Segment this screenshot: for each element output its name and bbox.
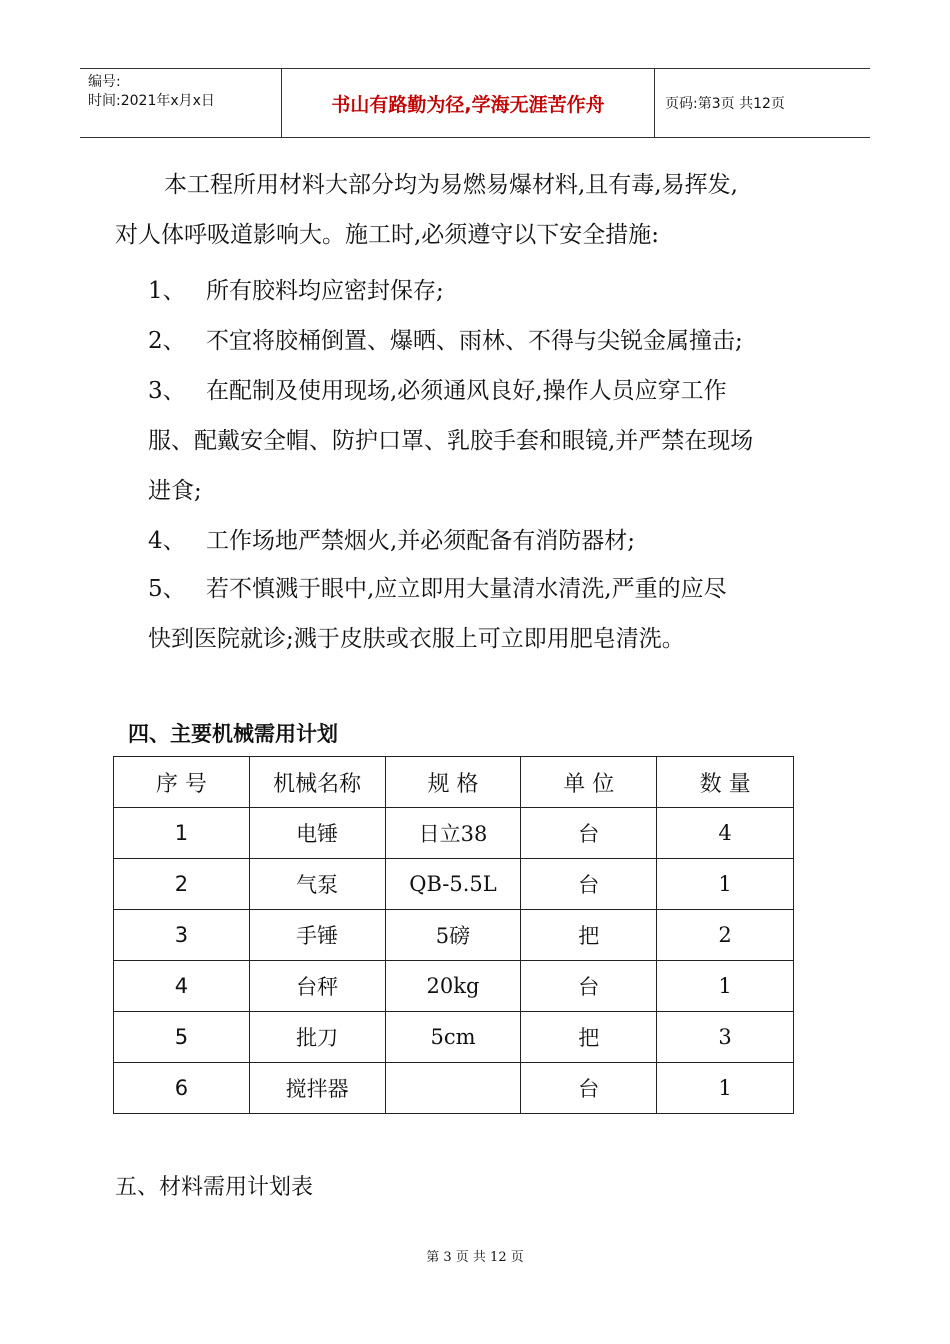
list-item-text: 工作场地严禁烟火,并必须配备有消防器材; [206,528,636,554]
cell-unit: 台 [521,859,657,910]
cell-index: 4 [114,961,250,1012]
cell-unit: 台 [521,808,657,859]
list-item-text: 不宜将胶桶倒置、爆晒、雨林、不得与尖锐金属撞击; [206,328,743,354]
cell-spec [385,1063,521,1114]
list-item-continuation: 进食; [148,478,202,504]
table-row [114,859,794,910]
section-5-title: 五、材料需用计划表 [115,1175,314,1200]
page-footer: 第 3 页 共 12 页 [426,1250,524,1265]
list-item-number: 1、 [148,278,186,304]
list-item-text: 所有胶料均应密封保存; [206,278,444,304]
table-row [114,808,794,859]
cell-unit: 台 [521,961,657,1012]
header-meta [80,69,282,137]
cell-qty: 1 [657,1063,794,1114]
cell-unit: 台 [521,1063,657,1114]
number-label: 编号: [88,74,121,90]
cell-index: 2 [114,859,250,910]
cell-spec: 5磅 [385,910,521,961]
cell-machine: 台秤 [249,961,385,1012]
cell-machine: 气泵 [249,859,385,910]
table-header-row [114,757,794,808]
cell-machine: 批刀 [249,1012,385,1063]
header-motto: 书山有路勤为径,学海无涯苦作舟 [282,69,655,137]
list-item [148,322,743,355]
cell-machine: 电锤 [249,808,385,859]
cell-index: 3 [114,910,250,961]
table-row [114,961,794,1012]
list-item [148,522,635,555]
col-header-unit: 单 位 [521,757,657,808]
col-header-machine: 机械名称 [249,757,385,808]
list-item [148,570,727,603]
cell-index: 5 [114,1012,250,1063]
col-header-spec: 规 格 [385,757,521,808]
table-row [114,1012,794,1063]
intro-line-2: 对人体呼吸道影响大。施工时,必须遵守以下安全措施: [115,222,660,248]
col-header-qty: 数 量 [657,757,794,808]
cell-qty: 4 [657,808,794,859]
cell-qty: 1 [657,961,794,1012]
time-label: 时间:2021年x月x日 [88,93,215,109]
table-row [114,910,794,961]
intro-line-1: 本工程所用材料大部分均为易燃易爆材料,且有毒,易挥发, [164,172,738,198]
cell-spec: 5cm [385,1012,521,1063]
cell-qty: 1 [657,859,794,910]
list-item-number: 3、 [148,378,186,404]
cell-spec: 20kg [385,961,521,1012]
list-item-continuation: 快到医院就诊;溅于皮肤或衣服上可立即用肥皂清洗。 [148,626,685,652]
table-row [114,1063,794,1114]
cell-qty: 2 [657,910,794,961]
list-item-number: 2、 [148,328,186,354]
list-item-number: 4、 [148,528,186,554]
machinery-table [113,756,794,1114]
cell-spec: QB-5.5L [385,859,521,910]
col-header-index: 序 号 [114,757,250,808]
cell-qty: 3 [657,1012,794,1063]
list-item [148,272,444,305]
list-item-number: 5、 [148,576,186,602]
cell-machine: 手锤 [249,910,385,961]
cell-unit: 把 [521,910,657,961]
cell-index: 1 [114,808,250,859]
list-item-text: 若不慎溅于眼中,应立即用大量清水清洗,严重的应尽 [206,576,727,602]
cell-unit: 把 [521,1012,657,1063]
header-page-info: 页码:第3页 共12页 [665,96,785,112]
cell-machine: 搅拌器 [249,1063,385,1114]
cell-index: 6 [114,1063,250,1114]
cell-spec: 日立38 [385,808,521,859]
page-header [80,68,870,138]
list-item [148,372,727,405]
list-item-continuation: 服、配戴安全帽、防护口罩、乳胶手套和眼镜,并严禁在现场 [148,428,754,454]
section-4-title: 四、主要机械需用计划 [128,722,338,746]
list-item-text: 在配制及使用现场,必须通风良好,操作人员应穿工作 [206,378,727,404]
